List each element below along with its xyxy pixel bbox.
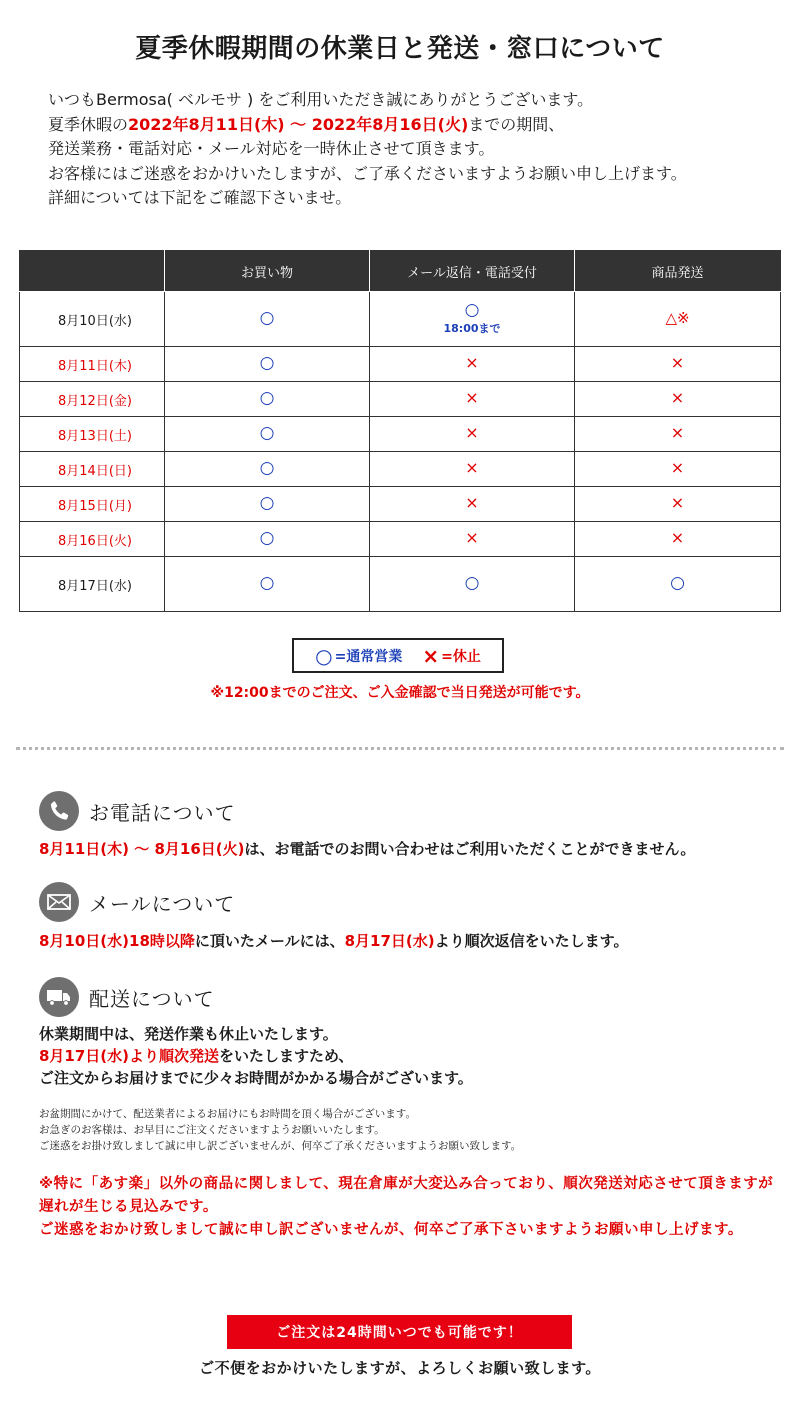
mail-section-title: メールについて: [89, 891, 236, 916]
cross-icon: ×: [670, 493, 685, 512]
cross-icon: ×: [670, 388, 685, 407]
shopping-status: [165, 522, 370, 557]
shipping-status: [575, 487, 781, 522]
row-day: 8月14日(日): [20, 452, 165, 487]
mail-cutoff: 8月10日(水)18時以降: [39, 932, 195, 950]
contact-status: [370, 487, 575, 522]
small-print-line: お急ぎのお客様は、お早目にご注文くださいますようお願いいたします。: [39, 1124, 385, 1136]
phone-closed-dates: 8月11日(木) 〜 8月16日(火): [39, 840, 245, 858]
cross-icon: ×: [465, 528, 479, 547]
table-row: [20, 417, 781, 452]
mail-notice-text: に頂いたメールには、: [194, 932, 345, 950]
shipping-line: 休業期間中は、発送作業も休止いたします。: [39, 1025, 338, 1043]
warning-line: ご迷惑をおかけ致しまして誠に申し訳ございませんが、何卒ご了承下さいますようお願い申し上げます。: [39, 1222, 743, 1238]
table-row: [20, 452, 781, 487]
cross-icon: ×: [670, 423, 685, 442]
shipping-small-print: [39, 1106, 521, 1154]
cross-icon: ×: [465, 493, 479, 512]
circle-icon: ○: [259, 493, 275, 513]
mail-notice-text: より順次返信をいたします。: [434, 932, 629, 950]
page-title: 夏季休暇期間の休業日と発送・窓口について: [135, 34, 665, 64]
mail-notice: [39, 930, 628, 951]
shopping-status: [165, 417, 370, 452]
row-day: 8月10日(水): [20, 292, 165, 347]
phone-section-title: お電話について: [89, 800, 236, 825]
mail-icon: [39, 882, 79, 922]
shopping-status: [165, 382, 370, 417]
intro-line: 詳細については下記をご確認下さいませ。: [48, 188, 352, 207]
contact-status: [370, 292, 575, 347]
header-day: [20, 251, 165, 292]
contact-status: [370, 382, 575, 417]
table-row: [20, 382, 781, 417]
cross-icon: ×: [670, 458, 685, 477]
shipping-status: [575, 522, 781, 557]
contact-status: [370, 417, 575, 452]
phone-icon: [39, 791, 79, 831]
circle-icon: ○: [464, 299, 480, 320]
dotted-divider: [16, 747, 784, 750]
mail-section-header: [39, 882, 235, 922]
shipping-section-title: 配送について: [89, 986, 215, 1011]
row-day: 8月17日(水): [20, 557, 165, 612]
circle-icon: ○: [670, 573, 685, 593]
circle-icon: ○: [315, 643, 333, 668]
shipping-line: ご注文からお届けまでに少々お時間がかかる場合がございます。: [39, 1069, 473, 1087]
contact-status: [370, 522, 575, 557]
small-print-line: お盆期間にかけて、配送業者によるお届けにもお時間を頂く場合がございます。: [39, 1108, 416, 1120]
cross-icon: ×: [465, 353, 479, 372]
row-day: 8月15日(月): [20, 487, 165, 522]
legend-closed-label: =休止: [441, 648, 481, 665]
shopping-status: [165, 452, 370, 487]
circle-icon: ○: [259, 308, 275, 328]
cross-icon: ×: [465, 458, 479, 477]
circle-icon: ○: [259, 423, 275, 443]
shopping-status: [165, 292, 370, 347]
intro-text-segment: までの期間、: [468, 114, 565, 134]
shipping-notice: [39, 1023, 473, 1089]
phone-notice: [39, 838, 695, 859]
table-row: [20, 557, 781, 612]
shipping-line: [39, 1045, 473, 1067]
legend-open-label: =通常営業: [334, 648, 403, 665]
cross-icon: ×: [465, 388, 479, 407]
table-row: [20, 487, 781, 522]
shopping-status: [165, 347, 370, 382]
closing-message: ご不便をおかけいたしますが、よろしくお願い致します。: [199, 1359, 601, 1377]
shipping-status: [575, 452, 781, 487]
schedule-table: [19, 250, 781, 612]
cross-icon: ×: [465, 423, 479, 442]
table-header-row: [20, 251, 781, 292]
shopping-status: [165, 557, 370, 612]
circle-icon: ○: [259, 528, 275, 548]
header-shipping: 商品発送: [575, 251, 781, 292]
shopping-status: [165, 487, 370, 522]
cross-icon: ×: [670, 353, 685, 372]
contact-hours-note: 18:00まで: [443, 321, 501, 335]
phone-section-header: [39, 791, 236, 831]
intro-text-segment: 夏季休暇の: [48, 114, 129, 134]
shipping-resume-date: 8月17日(水)より順次発送: [39, 1047, 220, 1065]
row-day: 8月16日(火): [20, 522, 165, 557]
phone-notice-text: は、お電話でのお問い合わせはご利用いただくことができません。: [244, 840, 696, 858]
intro-line: お客様にはご迷惑をおかけいたしますが、ご了承くださいますようお願い申し上げます。: [48, 163, 687, 183]
circle-icon: ○: [464, 573, 480, 593]
shipping-status: [575, 347, 781, 382]
intro-line: [48, 113, 788, 138]
holiday-period: 2022年8月11日(木) 〜 2022年8月16日(火): [128, 114, 469, 134]
shipping-status: [575, 557, 781, 612]
circle-icon: ○: [259, 573, 275, 593]
table-row: [20, 522, 781, 557]
intro-text: [48, 88, 788, 211]
row-day: 8月11日(木): [20, 347, 165, 382]
intro-line: いつもBermosa( ベルモサ ) をご利用いただき誠にありがとうございます。: [48, 90, 594, 109]
shipping-section-header: [39, 977, 215, 1017]
header-shopping: お買い物: [165, 251, 370, 292]
shipping-status: [575, 417, 781, 452]
triangle-icon: △※: [665, 309, 690, 327]
legend-open: [315, 644, 402, 668]
contact-status: [370, 347, 575, 382]
same-day-shipping-note: ※12:00までのご注文、ご入金確認で当日発送が可能です。: [210, 685, 590, 701]
circle-icon: ○: [259, 353, 275, 373]
warehouse-warning: [39, 1173, 774, 1242]
order-anytime-banner: ご注文は24時間いつでも可能です！: [227, 1315, 572, 1349]
warning-line: ※特に「あす楽」以外の商品に関しまして、現在倉庫が大変込み合っており、順次発送対応させて頂きますが遅れが生じる見込みです。: [39, 1176, 774, 1215]
contact-status: [370, 452, 575, 487]
shipping-status: [575, 292, 781, 347]
legend-closed: [422, 644, 481, 668]
contact-status: [370, 557, 575, 612]
truck-icon: [39, 977, 79, 1017]
row-day: 8月12日(金): [20, 382, 165, 417]
circle-icon: ○: [259, 388, 275, 408]
cross-icon: ×: [422, 643, 440, 668]
cross-icon: ×: [670, 528, 685, 547]
circle-icon: ○: [259, 458, 275, 478]
row-day: 8月13日(土): [20, 417, 165, 452]
header-contact: メール返信・電話受付: [370, 251, 575, 292]
table-row: [20, 347, 781, 382]
legend: [292, 638, 504, 673]
intro-line: 発送業務・電話対応・メール対応を一時休止させて頂きます。: [48, 139, 495, 158]
table-row: [20, 292, 781, 347]
mail-reply-start: 8月17日(水): [344, 932, 435, 950]
shipping-status: [575, 382, 781, 417]
shipping-line-text: をいたしますため、: [219, 1047, 354, 1065]
small-print-line: ご迷惑をお掛け致しまして誠に申し訳ございませんが、何卒ご了承くださいますようお願い致します。: [39, 1140, 522, 1152]
